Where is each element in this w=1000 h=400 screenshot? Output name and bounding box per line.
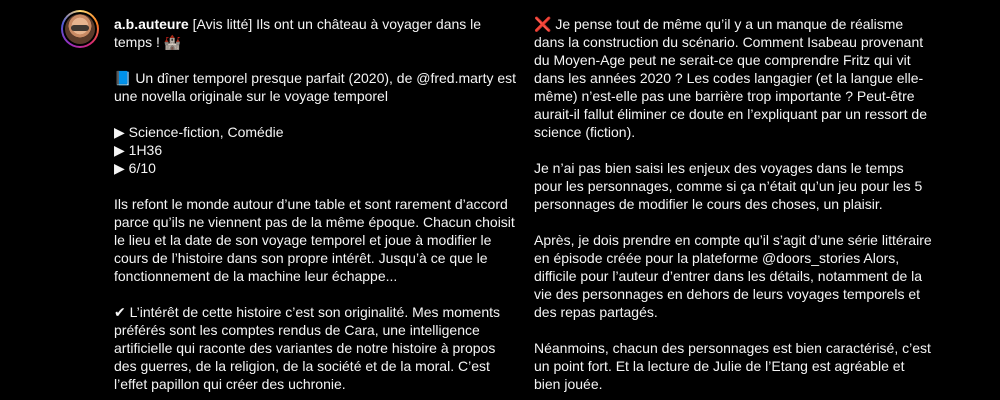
caption-positive: ✔ L’intérêt de cette histoire c’est son originalité. Mes moments préférés sont les comptes rendus de Cara, une intelligence artificielle qui raconte des variantes de notre histoire à propos des guerres, de la religion, de la société et de la moral. C’est l’effet papillon qui créer des uchronie. [114,304,501,392]
caption-summary: Ils refont le monde autour d’une table et sont rarement d’accord parce qu’ils ne viennent pas de la même époque. Chacun choisit le lieu et la date de son voyage temporel et joue à modifier le cours de l’histoire dans son propre intérêt. Jusqu’à ce que le fonctionnement de la machine leur échappe... [114,196,515,284]
caption-text: [Avis litté] Ils ont un château à voyager dans le temps ! 🏰 [114,16,482,50]
caption-duration: ▶ 1H36 [114,142,163,158]
caption-right-column [534,15,934,393]
caption-rating: ▶ 6/10 [114,160,156,176]
caption-genre: ▶ Science-fiction, Comédie [114,124,284,140]
avatar[interactable] [61,10,99,48]
caption-conclusion: Néanmoins, chacun des personnages est bien caractérisé, c’est un point fort. Et la lecture de Julie de l’Etang est agréable et bien jouée. [534,340,931,392]
caption-book-title: 📘 Un dîner temporel presque parfait (2020), de @fred.marty est une novella originale sur le voyage temporel [114,70,517,104]
caption-negative: ❌ Je pense tout de même qu’il y a un manque de réalisme dans la construction du scénario. Comment Isabeau provenant du Moyen-Age peut ne serait-ce que comprendre Fritz qui vit dans les années 2020 ? Les codes langagier (et la langue elle-même) n’est-elle pas une barrière trop importante ? Peut-être aurait-il fallut éliminer ce doute en l’expliquant par un ressort de science (fiction). [534,16,927,140]
username-link[interactable]: a.b.auteure [114,16,189,32]
caption-first-line [114,15,519,51]
caption-stakes: Je n’ai pas bien saisi les enjeux des voyages dans le temps pour les personnages, comme si ça n’était qu’un jeu pour les 5 personnages de modifier le cours des choses, un plaisir. [534,160,923,212]
profile-photo [65,14,95,44]
caption-context: Après, je dois prendre en compte qu’il s’agit d’une série littéraire en épisode créée pour la plateforme @doors_stories Alors, difficile pour l’auteur d’entrer dans les détails, notamment de la vie des personnages en dehors de leurs voyages temporels et des repas partagés. [534,232,932,320]
caption-left-column [114,15,519,393]
